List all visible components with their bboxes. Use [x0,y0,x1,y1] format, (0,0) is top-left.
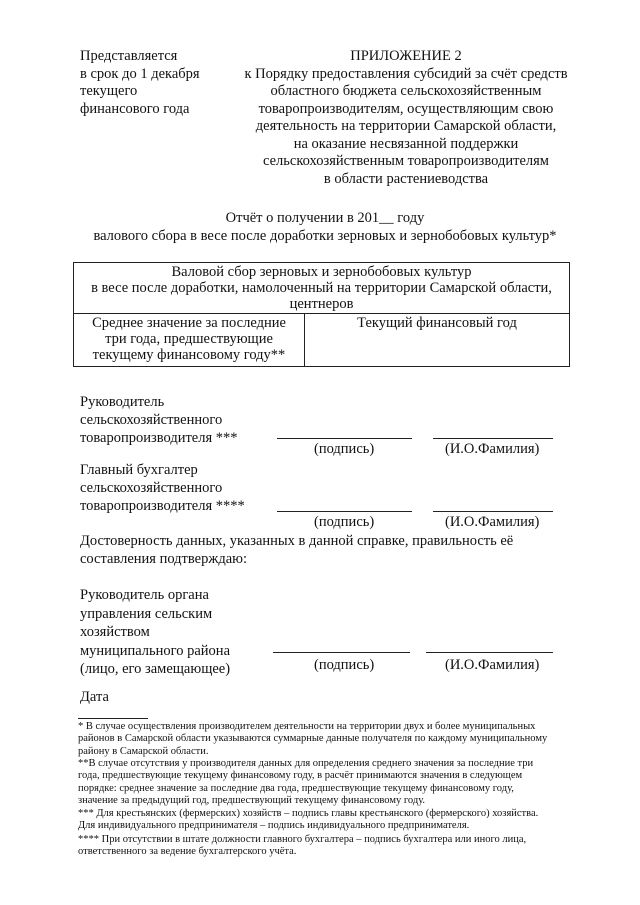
name-caption: (И.О.Фамилия) [445,441,540,457]
footnote-4 [78,834,566,859]
signer-line: сельскохозяйственного [80,480,223,496]
report-title-line: валового сбора в весе после доработки зерновых и зернобобовых культур* [93,227,557,244]
name-caption: (И.О.Фамилия) [445,657,540,673]
signer-line: сельскохозяйственного [80,412,223,428]
appendix-block [238,48,574,188]
signer-line: Руководитель [80,394,165,410]
footnote-line: * В случае осуществления производителем деятельности на территории двух и более муниципальных [78,721,536,732]
footnote-line: года, предшествующие текущему финансовому году, в расчёт принимаются значения в следующем [78,770,523,782]
signature-caption: (подпись) [314,657,375,673]
signature-line [277,438,412,439]
footnote-line: значение за предыдущий год, предшествующий текущему финансовому году. [78,794,426,806]
footnote-line: ответственного за ведение бухгалтерского учёта. [78,846,297,858]
appendix-line: к Порядку предоставления субсидий за счёт средств [244,65,568,82]
appendix-line: в области растениеводства [323,170,489,187]
footnote-2 [78,758,566,807]
table-cell-line: текущему финансовому году** [92,347,286,363]
name-line [433,511,553,512]
appendix-line: сельскохозяйственным товаропроизводителям [263,153,549,169]
authority-signer-label [80,586,230,679]
footnote-line: **** При отсутствии в штате должности главного бухгалтера – подпись бухгалтера или иного лица, [78,834,527,845]
footnote-rule [78,718,148,719]
signature-caption: (подпись) [314,441,375,457]
confirmation-line: составления подтверждаю: [80,551,248,567]
appendix-title: ПРИЛОЖЕНИЕ 2 [350,48,462,64]
table-cell-line: Среднее значение за последние [92,315,286,331]
table-cell-line: три года, предшествующие [105,331,273,347]
report-title-line: Отчёт о получении в 201__ году [225,210,425,226]
table-header-line: центнеров [289,296,354,312]
footnote-line: *** Для крестьянских (фермерских) хозяйств – подпись главы крестьянского (фермерского) хозяйства. [78,808,539,819]
report-title [40,210,610,245]
name-line [426,652,553,653]
harvest-table [73,262,570,367]
footnote-line: районов в Самарской области указываются суммарные данные получателя по каждому муниципальному [78,733,548,745]
appendix-line: на оказание несвязанной поддержки [293,135,519,152]
signer-line: товаропроизводителя **** [80,498,245,514]
table-header-cell [74,263,570,314]
appendix-line: деятельность на территории Самарской области, [255,118,557,134]
appendix-line: товаропроизводителям, осуществляющим свою [258,100,554,117]
accountant-signer-label [80,461,245,515]
signer-line: хозяйством [80,624,150,641]
signer-line: управления сельским [80,605,213,622]
table-cell-average [74,314,305,367]
head-signer-label [80,393,238,447]
name-caption: (И.О.Фамилия) [445,514,540,530]
footnote-1 [78,721,566,758]
signature-caption: (подпись) [314,514,375,530]
table-cell-line: Текущий финансовый год [357,315,517,331]
signature-line [277,511,412,512]
signer-line: Руководитель органа [80,587,209,603]
submission-line: финансового года [80,100,190,117]
submission-line: в срок до 1 декабря [80,65,200,82]
footnote-line: району в Самарской области. [78,745,209,757]
submission-note [80,48,200,118]
footnote-line: Для индивидуального предпринимателя – подпись индивидуального предпринимателя. [78,820,470,832]
submission-line: текущего [80,83,138,99]
signer-line: (лицо, его замещающее) [80,661,231,678]
signature-line [273,652,410,653]
footnote-3 [78,808,566,833]
table-header-line: в весе после доработки, намолоченный на территории Самарской области, [91,280,552,296]
signer-line: товаропроизводителя *** [80,430,238,446]
footnote-line: порядке: среднее значение за последние два года, предшествующие текущему финансовому году, [78,782,514,794]
signer-line: муниципального района [80,642,230,659]
appendix-line: областного бюджета сельскохозяйственным [270,83,542,99]
table-header-line: Валовой сбор зерновых и зернобобовых культур [171,264,472,280]
confirmation-line: Достоверность данных, указанных в данной справке, правильность её [80,533,514,549]
footnote-line: **В случае отсутствия у производителя данных для определения среднего значения за последние три [78,758,534,769]
confirmation-text [80,532,513,568]
date-label: Дата [80,689,109,705]
name-line [433,438,553,439]
submission-line: Представляется [80,48,178,64]
signer-line: Главный бухгалтер [80,462,198,478]
table-cell-current-year [305,314,570,367]
